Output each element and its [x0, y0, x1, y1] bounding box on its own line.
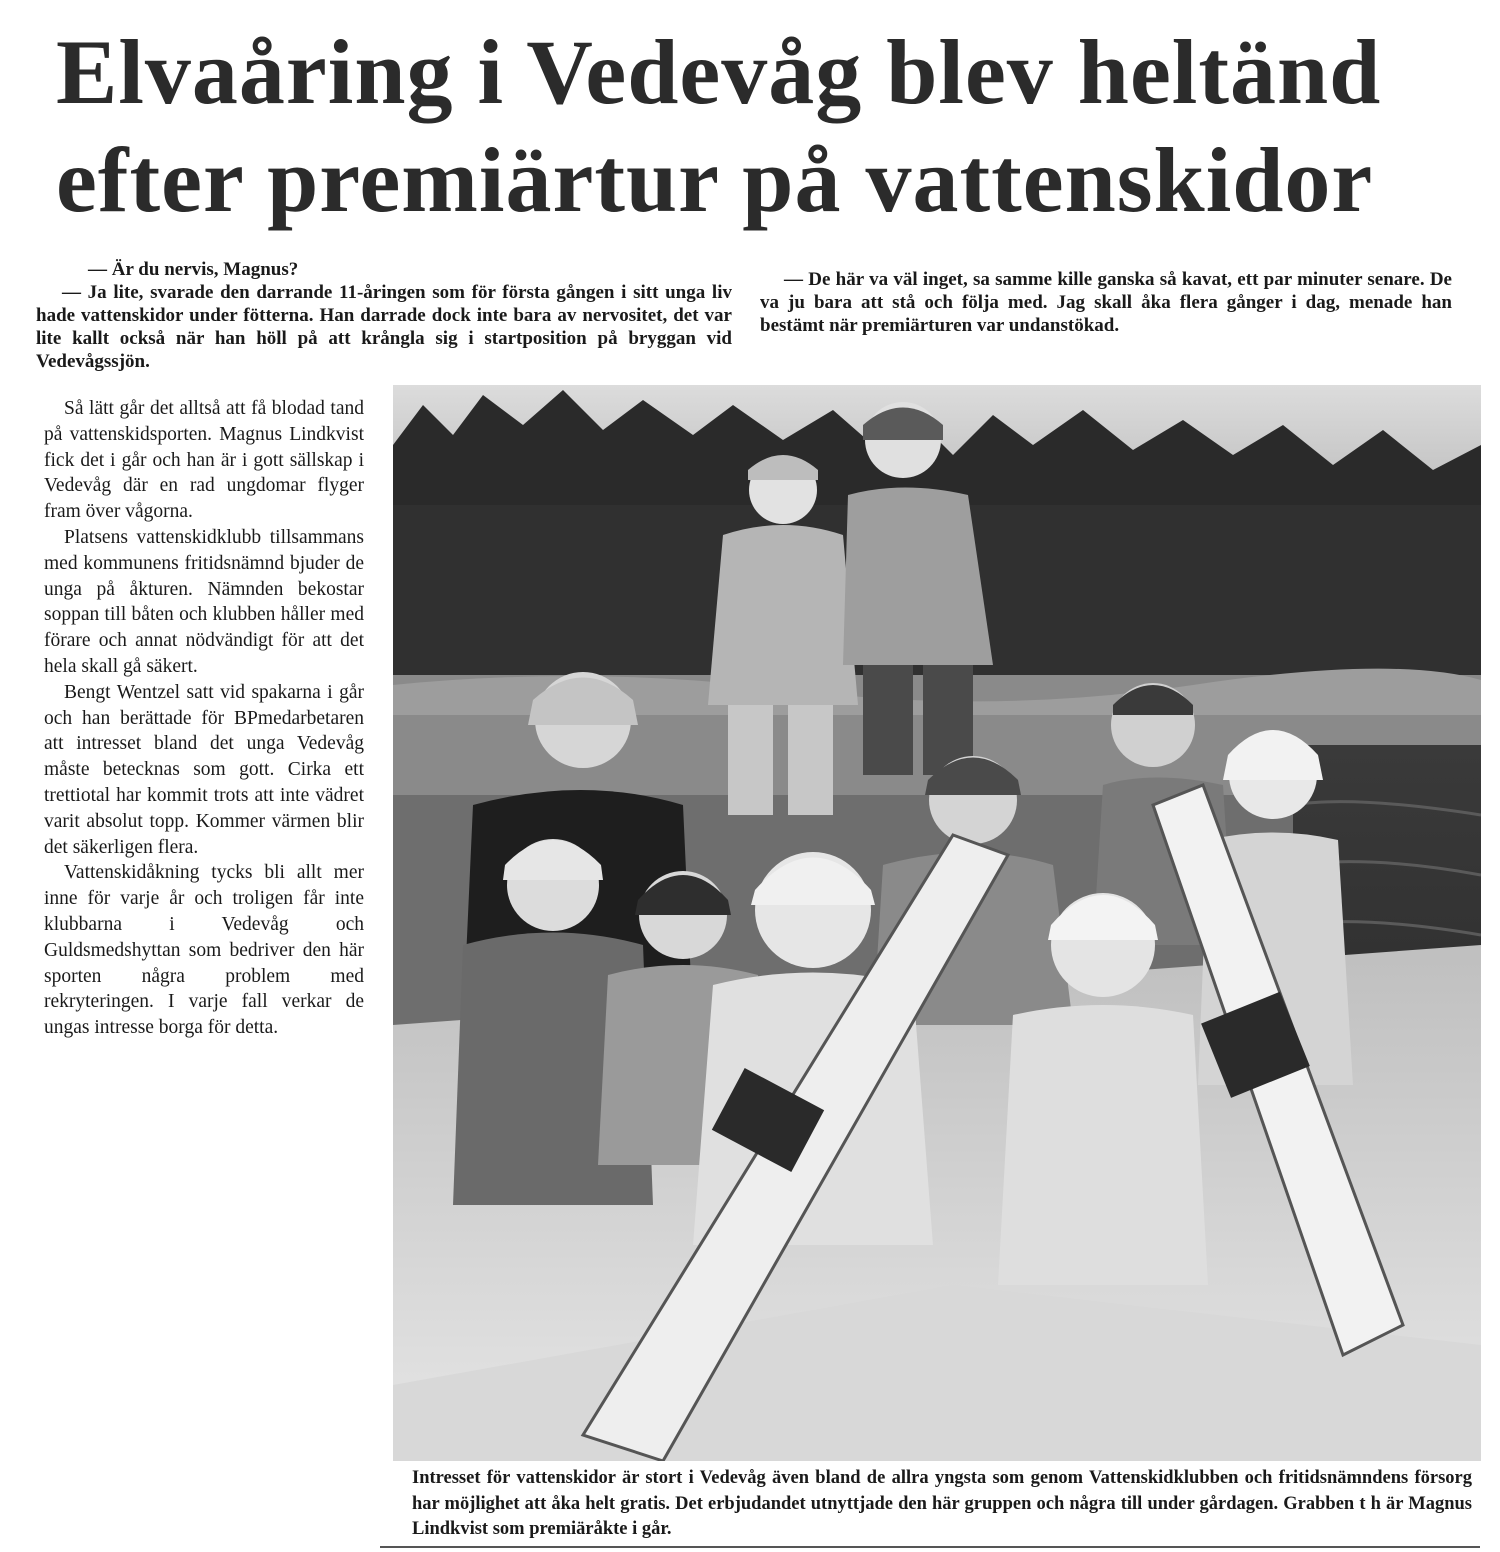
- headline: [56, 18, 1382, 234]
- headline-line-1: Elvaåring i Vedevåg blev heltänd: [56, 21, 1382, 123]
- body-paragraph: Vattenskidåkning tycks bli allt mer inne för varje år och troligen får inte klubbarna i Vedevåg och Guldsmedshyttan som bedriver den här sporten några problem med rekryteringen. I varje fall verkar de ungas intresse borga för detta.: [44, 862, 364, 1039]
- news-photo: [393, 385, 1481, 1461]
- body-paragraph: Platsens vattenskidklubb tillsammans med kommunens fritidsnämnd bjuder de unga på åkturen. Nämnden bekostar soppan till båten och klubben håller med förare och annat nödvändigt för att det hela skall gå säkert.: [44, 526, 364, 677]
- body-paragraph: Bengt Wentzel satt vid spakarna i går och han berättade för BPmedarbetaren att intresset bland det unga Vedevåg måste betecknas som gott. Cirka ett trettiotal har kommit trots att inte vädret varit absolut topp. Kommer värmen blir det säkerligen flera.: [44, 681, 364, 858]
- lead-question: — Är du nervis, Magnus?: [88, 259, 299, 280]
- lead-paragraph-right: [760, 268, 1452, 337]
- bottom-rule: [380, 1546, 1480, 1548]
- lead-paragraph-left: [36, 258, 732, 373]
- lead-right-text: — De här va väl inget, sa samme kille ganska så kavat, ett par minuter senare. De va ju bara att stå och följa med. Jag skall åka flera gånger i dag, menade han bestämt när premiärturen var undanstökad.: [760, 269, 1452, 336]
- lead-answer: — Ja lite, svarade den darrande 11-åringen som för första gången i sitt unga liv hade vattenskidor under fötterna. Han darrade dock inte bara av nervositet, det var lite kallt också när han höll på att krångla sig i startposition på bryggan vid Vedevågssjön.: [36, 282, 732, 372]
- photo-illustration: [393, 385, 1481, 1461]
- caption-text: Intresset för vattenskidor är stort i Vedevåg även bland de allra yngsta som genom Vattenskidklubben och fritidsnämndens försorg har möjlighet att åka helt gratis. Det erbjudandet utnyttjade den här gruppen och några till under gårdagen. Grabben t h är Magnus Lindkvist som premiäråkte i går.: [412, 1468, 1472, 1539]
- photo-caption: [412, 1466, 1472, 1543]
- body-paragraph: Så lätt går det alltså att få blodad tand på vattenskidsporten. Magnus Lindkvist fick det i går och han är i gott sällskap i Vedevåg där en rad ungdomar flyger fram över vågorna.: [44, 398, 364, 523]
- headline-line-2: efter premiärtur på vattenskidor: [56, 129, 1374, 231]
- body-column: [44, 396, 364, 1041]
